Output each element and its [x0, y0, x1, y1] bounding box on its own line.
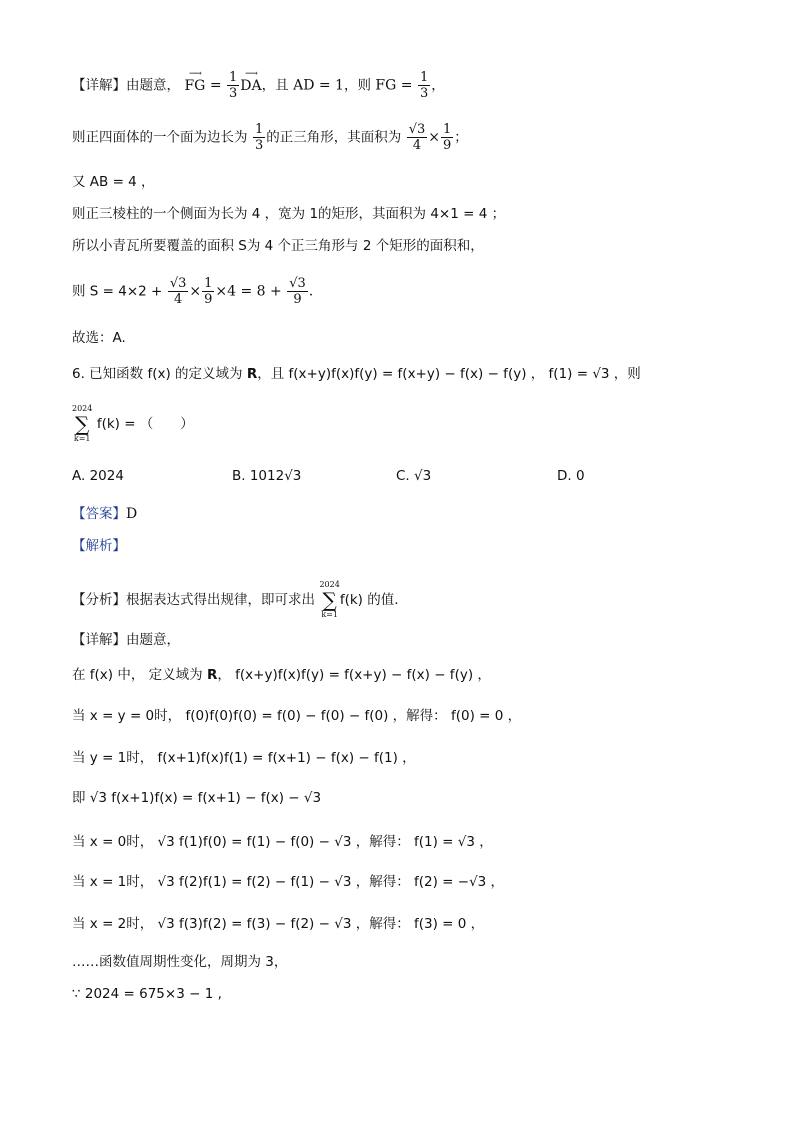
- option-d: D. 0: [557, 468, 585, 484]
- solution-line-6: 当 x = 1时， √3 f(2)f(1) = f(2) − f(1) − √3 ，解得： f(2) = −√3 ，: [72, 874, 505, 890]
- detail-line-2: 则正四面体的一个面为边长为 $\frac{1}{3}$ 的正三角形，其面积为 $\frac{√3}{4}$ × $\frac{1}{9}$ ；: [72, 122, 468, 153]
- answer-line: [72, 504, 137, 524]
- text: 则正四面体的一个面为边长为: [72, 129, 248, 146]
- summation-symbol: 2024 ∑ k=1: [72, 404, 93, 443]
- fraction-one-third: $\frac{1}{3}$: [419, 70, 429, 101]
- solution-line-7: 当 x = 2时， √3 f(3)f(2) = f(3) − f(2) − √3 ，解得： f(3) = 0 ，: [72, 916, 485, 932]
- choice-line: 故选：A.: [72, 330, 126, 346]
- ad-value: AD = 1: [293, 77, 344, 94]
- vector-fg: ⟶ FG: [184, 76, 205, 96]
- solution-line-1: 在 f(x) 中， 定义域为 R， f(x+y)f(x)f(y) = f(x+y) − f(x) − f(y) ，: [72, 667, 491, 683]
- text: ，: [431, 77, 445, 94]
- analysis-line: [72, 536, 126, 556]
- detail-line-1: [72, 70, 445, 101]
- detail-line-4: 则正三棱柱的一个侧面为长为 4 ，宽为 1的矩形，其面积为 4×1 = 4 ；: [72, 206, 506, 222]
- text: 由题意，: [126, 77, 180, 94]
- detail-tag: 【详解】: [72, 77, 126, 94]
- solution-line-4: 即 √3 f(x+1)f(x) = f(x+1) − f(x) − √3: [72, 790, 322, 806]
- answer-value: D: [126, 506, 138, 522]
- fraction-one-ninth: $\frac{1}{9}$: [204, 276, 213, 307]
- vector-da: ⟶ DA: [240, 76, 261, 96]
- fg-value: FG =: [375, 77, 413, 94]
- solution-line-5: 当 x = 0时， √3 f(1)f(0) = f(1) − f(0) − √3 ，解得： f(1) = √3 ，: [72, 834, 493, 850]
- xiangjie-tag: 【详解】: [72, 632, 126, 648]
- fraction-sqrt3-over-4: $\frac{√3}{4}$: [408, 122, 426, 153]
- question-6-sum: 2024 ∑ k=1 f(k) = （ ）: [72, 404, 194, 443]
- answer-tag: 【答案】: [72, 506, 126, 522]
- detail-line-6: 则 S = 4×2 + $\frac{√3}{4}$ × $\frac{1}{9}$ ×4 = 8 + $\frac{√3}{9}$ .: [72, 276, 314, 307]
- fenxi-tag: 【分析】: [72, 592, 126, 608]
- solution-line-8: ……函数值周期性变化，周期为 3，: [72, 954, 288, 970]
- summation-symbol: 2024 ∑ k=1: [319, 580, 340, 619]
- text: ，且: [261, 77, 289, 94]
- solution-line-3: 当 y = 1时， f(x+1)f(x)f(1) = f(x+1) − f(x) − f(1) ，: [72, 750, 416, 766]
- option-c: C. √3: [396, 468, 432, 484]
- option-a: A. 2024: [72, 468, 124, 484]
- fraction-one-ninth: $\frac{1}{9}$: [442, 122, 452, 153]
- text: ，则: [343, 77, 371, 94]
- fraction-sqrt3-over-9: $\frac{√3}{9}$: [289, 276, 306, 307]
- fraction-sqrt3-over-4: $\frac{√3}{4}$: [169, 276, 187, 307]
- analysis-tag: 【解析】: [72, 538, 126, 554]
- text: 的正三角形，其面积为: [266, 129, 402, 146]
- text: ；: [454, 129, 468, 146]
- question-6: 6. 已知函数 f(x) 的定义域为 R，且 f(x+y)f(x)f(y) = f(x+y) − f(x) − f(y) ， f(1) = √3 ，则: [72, 366, 641, 382]
- solution-line-9: ∵ 2024 = 675×3 − 1 ,: [72, 986, 222, 1002]
- equals: =: [209, 77, 222, 94]
- solution-line-2: 当 x = y = 0时， f(0)f(0)f(0) = f(0) − f(0) − f(0) ，解得： f(0) = 0 ，: [72, 708, 522, 724]
- option-b: B. 1012√3: [232, 468, 302, 484]
- fraction-one-third: $\frac{1}{3}$: [254, 122, 264, 153]
- detail-line-3: 又 AB = 4 ，: [72, 174, 155, 190]
- fraction-one-third: $\frac{1}{3}$: [229, 70, 238, 101]
- xiangjie-line: 【详解】由题意，: [72, 632, 180, 648]
- detail-line-5: 所以小青瓦所要覆盖的面积 S为 4 个正三角形与 2 个矩形的面积和，: [72, 238, 484, 254]
- text: 则 S = 4×2 +: [72, 283, 163, 300]
- fenxi-line: 【分析】根据表达式得出规律，即可求出 2024 ∑ k=1 f(k) 的值.: [72, 580, 399, 619]
